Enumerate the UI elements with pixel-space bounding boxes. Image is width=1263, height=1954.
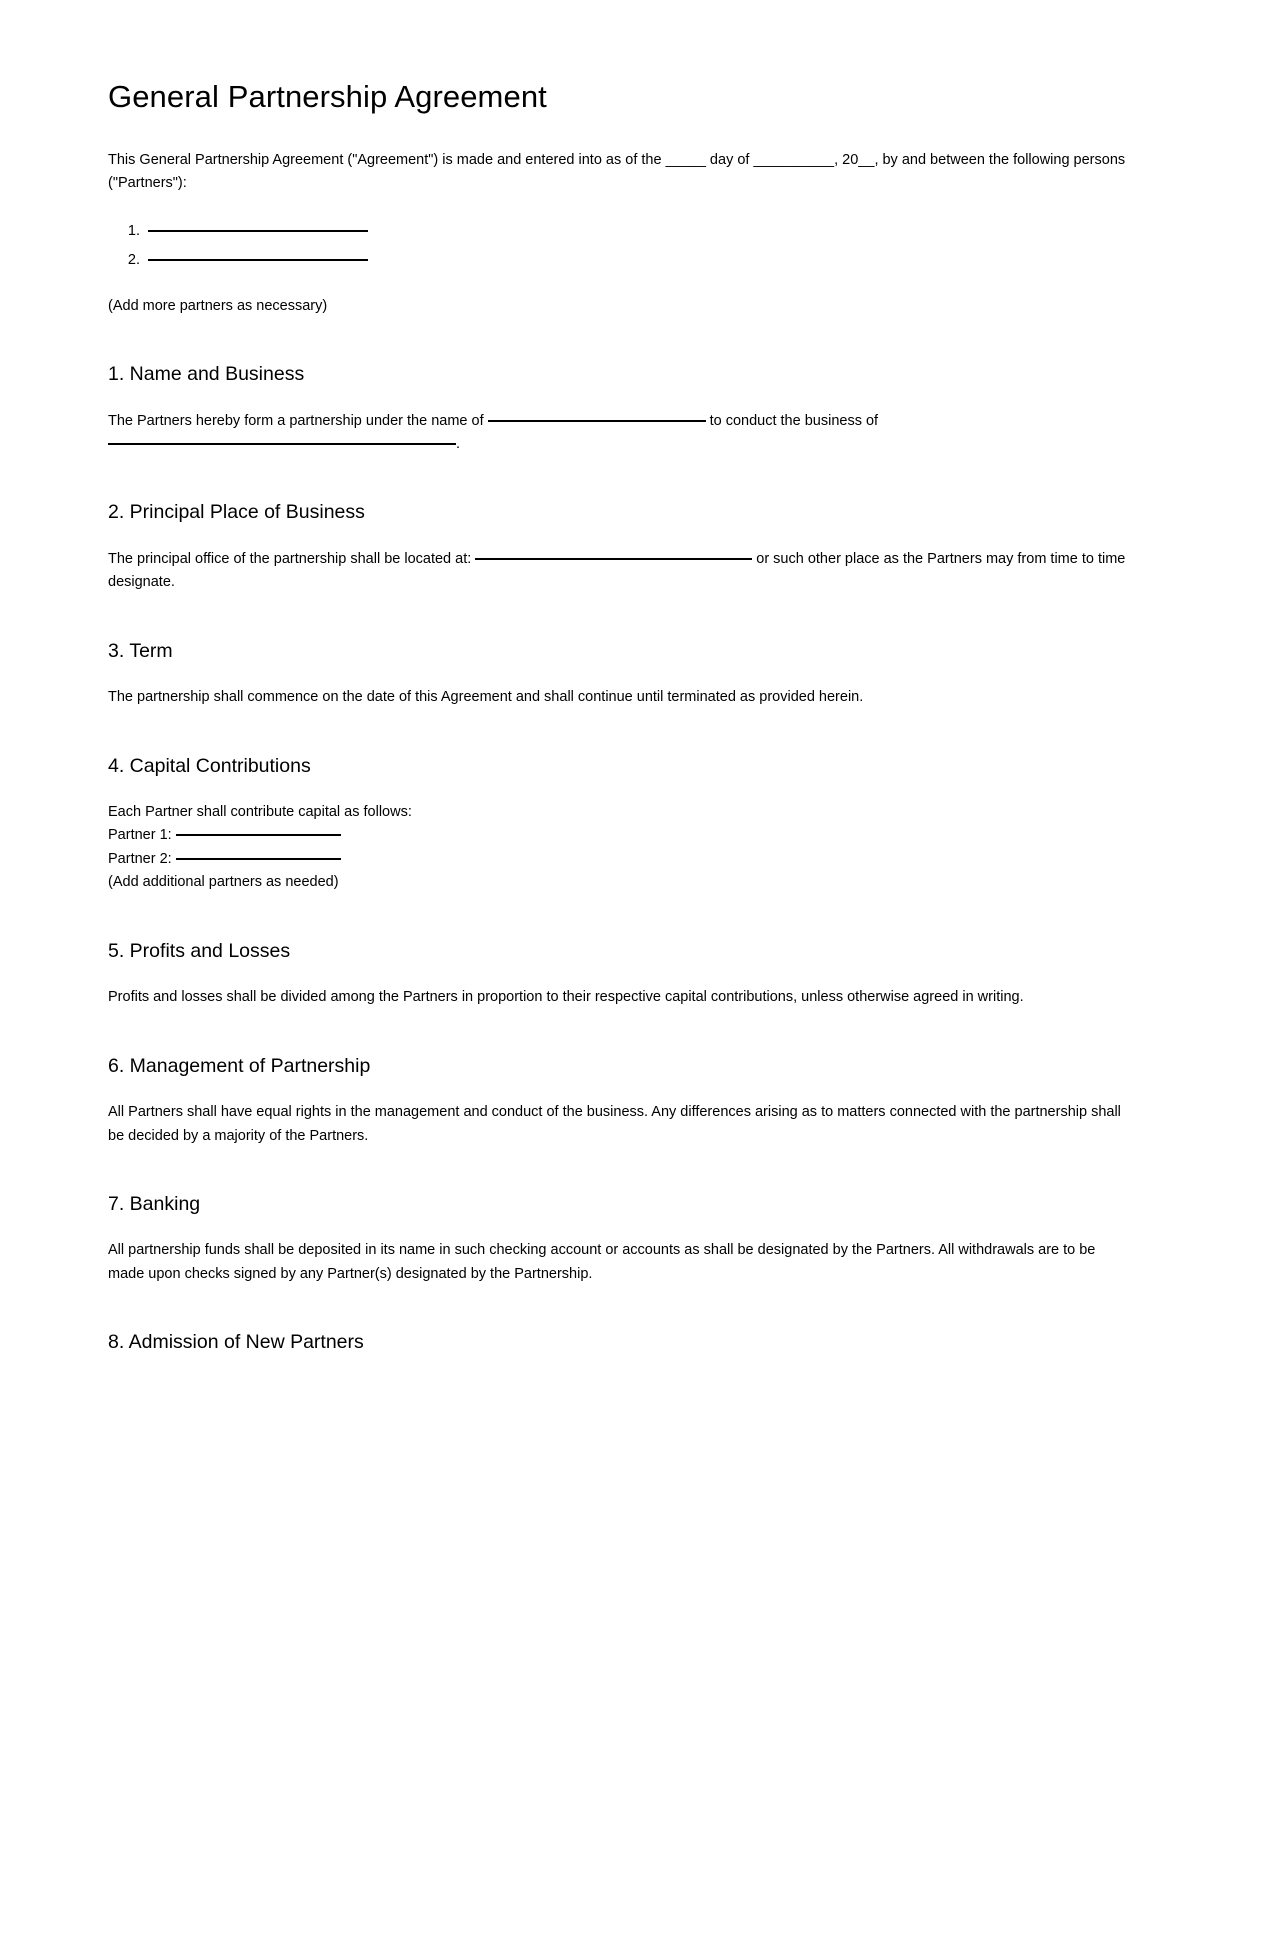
capital-partner-2-row [108,848,1132,871]
partner-1-blank-line[interactable] [148,230,368,232]
document-body [108,78,1132,1378]
name-business-text-before: The Partners hereby form a partnership under the name of [108,412,484,429]
intro-blank-month[interactable]: __________ [753,151,835,168]
partnership-name-blank-line[interactable] [488,420,706,422]
capital-partner-1-label: Partner 1: [108,827,172,844]
section-body-banking: All partnership funds shall be deposited in its name in such checking account or accounts as shall be designated by the Partners. All withdrawals are to be made upon checks signed by any Partner(s) designated by the Partnership. [108,1242,1096,1282]
principal-office-blank-line[interactable] [475,558,752,560]
section-body-principal-place-of-business [108,548,1132,595]
intro-text-part1: This General Partnership Agreement ("Agreement") is made and entered into as of the [108,151,666,168]
intro-text-part3: , 20__, by and between the following persons ("Partners"): [108,151,1126,192]
business-purpose-blank-line[interactable] [108,443,456,445]
name-business-text-middle: to conduct the business of [709,412,879,429]
capital-partner-2-blank-line[interactable] [176,858,341,860]
intro-text-part2: day of [705,151,754,168]
section-body-capital-contributions [108,801,1132,895]
capital-add-partners-note: (Add additional partners as needed) [108,874,339,891]
section-heading-capital-contributions: 4. Capital Contributions [108,754,311,777]
section-heading-principal-place-of-business: 2. Principal Place of Business [108,501,365,524]
section-heading-management-of-partnership: 6. Management of Partnership [108,1054,371,1077]
list-item [144,249,1132,272]
capital-intro-text: Each Partner shall contribute capital as follows: [108,803,412,820]
intro-paragraph [108,149,1132,196]
list-item [144,220,1132,243]
principal-office-text-after: or such other place as the Partners may from time to time designate. [108,550,1126,591]
name-business-text-after: . [456,436,461,452]
section-body-term: The partnership shall commence on the date of this Agreement and shall continue until terminated as provided herein. [108,689,864,706]
capital-partner-1-row [108,824,1132,847]
section-heading-banking: 7. Banking [108,1193,201,1216]
intro-blank-day[interactable]: _____ [665,151,706,168]
section-heading-profits-and-losses: 5. Profits and Losses [108,939,291,962]
section-heading-name-and-business: 1. Name and Business [108,363,305,386]
partner-2-blank-line[interactable] [148,259,368,261]
add-partners-note: (Add more partners as necessary) [108,297,328,314]
partner-signature-list [108,220,1132,273]
section-heading-term: 3. Term [108,639,173,662]
page-title: General Partnership Agreement [108,79,547,114]
section-body-name-and-business [108,410,1132,457]
section-heading-admission-of-new-partners: 8. Admission of New Partners [108,1331,364,1354]
capital-partner-1-blank-line[interactable] [176,834,341,836]
section-body-management-of-partnership: All Partners shall have equal rights in the management and conduct of the business. Any differences arising as to matters connected with the partnership shall be decided by a majority of the Partners. [108,1104,1121,1144]
principal-office-text-before: The principal office of the partnership shall be located at: [108,550,472,567]
section-body-profits-and-losses: Profits and losses shall be divided among the Partners in proportion to their respective capital contributions, unless otherwise agreed in writing. [108,989,1024,1006]
capital-partner-2-label: Partner 2: [108,850,172,867]
